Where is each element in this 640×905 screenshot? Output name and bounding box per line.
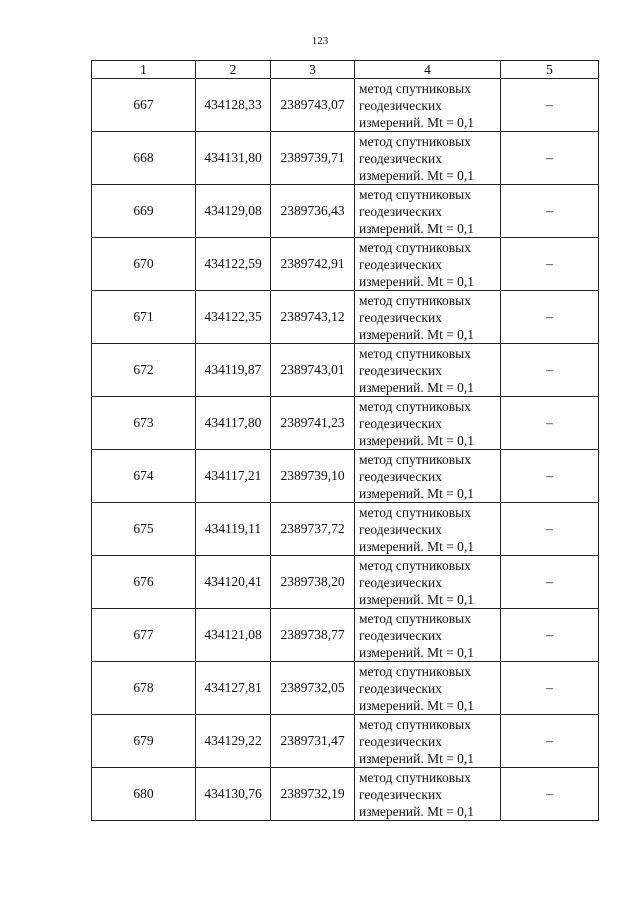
method-cell: метод спутниковых геодезических измерений. Mt = 0,1 xyxy=(355,238,501,291)
x-coordinate-cell: 434131,80 xyxy=(196,132,271,185)
point-number-cell: 670 xyxy=(92,238,196,291)
y-coordinate-cell: 2389731,47 xyxy=(271,715,355,768)
table-row xyxy=(92,185,599,238)
point-number-cell: 676 xyxy=(92,556,196,609)
note-cell: – xyxy=(501,291,599,344)
note-cell: – xyxy=(501,344,599,397)
y-coordinate-cell: 2389737,72 xyxy=(271,503,355,556)
table-row xyxy=(92,503,599,556)
note-cell: – xyxy=(501,768,599,821)
table-row xyxy=(92,79,599,132)
y-coordinate-cell: 2389739,10 xyxy=(271,450,355,503)
point-number-cell: 677 xyxy=(92,609,196,662)
method-cell: метод спутниковых геодезических измерений. Mt = 0,1 xyxy=(355,185,501,238)
table-row xyxy=(92,450,599,503)
method-cell: метод спутниковых геодезических измерений. Mt = 0,1 xyxy=(355,556,501,609)
table-row xyxy=(92,556,599,609)
method-cell: метод спутниковых геодезических измерений. Mt = 0,1 xyxy=(355,450,501,503)
method-cell: метод спутниковых геодезических измерений. Mt = 0,1 xyxy=(355,662,501,715)
point-number-cell: 672 xyxy=(92,344,196,397)
x-coordinate-cell: 434117,21 xyxy=(196,450,271,503)
note-cell: – xyxy=(501,238,599,291)
point-number-cell: 669 xyxy=(92,185,196,238)
point-number-cell: 671 xyxy=(92,291,196,344)
table-row xyxy=(92,609,599,662)
method-cell: метод спутниковых геодезических измерений. Mt = 0,1 xyxy=(355,79,501,132)
point-number-cell: 680 xyxy=(92,768,196,821)
x-coordinate-cell: 434129,22 xyxy=(196,715,271,768)
y-coordinate-cell: 2389738,77 xyxy=(271,609,355,662)
y-coordinate-cell: 2389732,05 xyxy=(271,662,355,715)
y-coordinate-cell: 2389743,07 xyxy=(271,79,355,132)
method-cell: метод спутниковых геодезических измерений. Mt = 0,1 xyxy=(355,344,501,397)
column-header-4: 4 xyxy=(355,61,501,79)
point-number-cell: 673 xyxy=(92,397,196,450)
note-cell: – xyxy=(501,450,599,503)
note-cell: – xyxy=(501,79,599,132)
y-coordinate-cell: 2389732,19 xyxy=(271,768,355,821)
table-row xyxy=(92,715,599,768)
coordinates-table xyxy=(91,60,599,821)
note-cell: – xyxy=(501,662,599,715)
x-coordinate-cell: 434121,08 xyxy=(196,609,271,662)
page-number: 123 xyxy=(311,35,329,47)
note-cell: – xyxy=(501,132,599,185)
y-coordinate-cell: 2389743,12 xyxy=(271,291,355,344)
method-cell: метод спутниковых геодезических измерений. Mt = 0,1 xyxy=(355,609,501,662)
point-number-cell: 679 xyxy=(92,715,196,768)
point-number-cell: 667 xyxy=(92,79,196,132)
table-body xyxy=(92,79,599,821)
method-cell: метод спутниковых геодезических измерений. Mt = 0,1 xyxy=(355,291,501,344)
note-cell: – xyxy=(501,503,599,556)
table-row xyxy=(92,238,599,291)
point-number-cell: 678 xyxy=(92,662,196,715)
table-row xyxy=(92,291,599,344)
x-coordinate-cell: 434130,76 xyxy=(196,768,271,821)
note-cell: – xyxy=(501,185,599,238)
x-coordinate-cell: 434122,35 xyxy=(196,291,271,344)
table-row xyxy=(92,662,599,715)
note-cell: – xyxy=(501,397,599,450)
method-cell: метод спутниковых геодезических измерений. Mt = 0,1 xyxy=(355,715,501,768)
note-cell: – xyxy=(501,556,599,609)
x-coordinate-cell: 434127,81 xyxy=(196,662,271,715)
point-number-cell: 674 xyxy=(92,450,196,503)
table-row xyxy=(92,344,599,397)
x-coordinate-cell: 434117,80 xyxy=(196,397,271,450)
method-cell: метод спутниковых геодезических измерений. Mt = 0,1 xyxy=(355,132,501,185)
y-coordinate-cell: 2389738,20 xyxy=(271,556,355,609)
y-coordinate-cell: 2389736,43 xyxy=(271,185,355,238)
table-row xyxy=(92,132,599,185)
x-coordinate-cell: 434120,41 xyxy=(196,556,271,609)
point-number-cell: 668 xyxy=(92,132,196,185)
x-coordinate-cell: 434122,59 xyxy=(196,238,271,291)
x-coordinate-cell: 434119,11 xyxy=(196,503,271,556)
x-coordinate-cell: 434129,08 xyxy=(196,185,271,238)
table-header-row xyxy=(92,61,599,79)
table-row xyxy=(92,768,599,821)
y-coordinate-cell: 2389739,71 xyxy=(271,132,355,185)
point-number-cell: 675 xyxy=(92,503,196,556)
y-coordinate-cell: 2389741,23 xyxy=(271,397,355,450)
y-coordinate-cell: 2389743,01 xyxy=(271,344,355,397)
note-cell: – xyxy=(501,715,599,768)
column-header-5: 5 xyxy=(501,61,599,79)
column-header-3: 3 xyxy=(271,61,355,79)
method-cell: метод спутниковых геодезических измерений. Mt = 0,1 xyxy=(355,503,501,556)
y-coordinate-cell: 2389742,91 xyxy=(271,238,355,291)
column-header-2: 2 xyxy=(196,61,271,79)
note-cell: – xyxy=(501,609,599,662)
method-cell: метод спутниковых геодезических измерений. Mt = 0,1 xyxy=(355,397,501,450)
column-header-1: 1 xyxy=(92,61,196,79)
method-cell: метод спутниковых геодезических измерений. Mt = 0,1 xyxy=(355,768,501,821)
x-coordinate-cell: 434128,33 xyxy=(196,79,271,132)
x-coordinate-cell: 434119,87 xyxy=(196,344,271,397)
table-row xyxy=(92,397,599,450)
